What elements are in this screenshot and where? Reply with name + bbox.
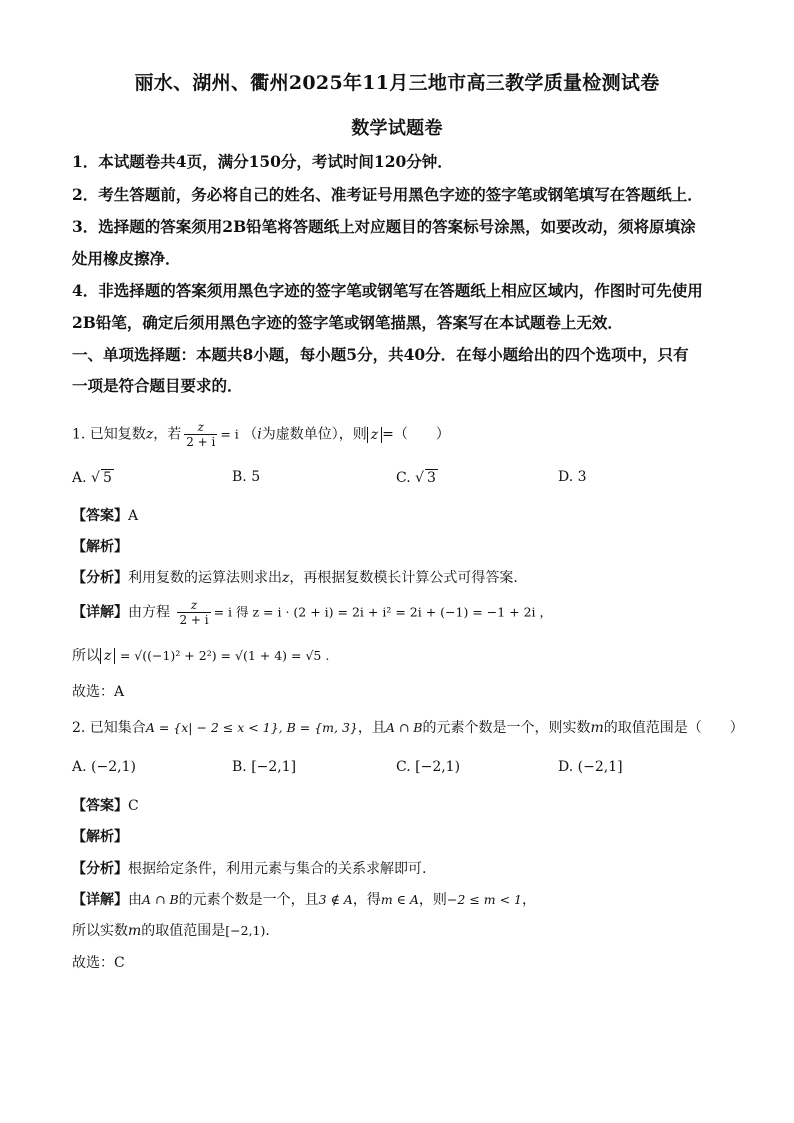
instruction-2: 2．考生答题前，务必将自己的姓名、准考证号用黑色字迹的签字笔或钢笔填写在答题纸上． <box>72 185 703 204</box>
q2-option-b: B. [−2,1] <box>232 759 297 775</box>
q2-answer: 【答案】C <box>72 798 139 814</box>
q2-option-c: C. [−2,1) <box>396 759 461 775</box>
instruction-4: 4．非选择题的答案须用黑色字迹的签字笔或钢笔写在答题纸上相应区域内，作图时可先使用 <box>72 281 703 300</box>
q1-option-a: A. √ 5 <box>72 470 112 486</box>
q1-answer: 【答案】A <box>72 508 139 524</box>
q1-analysis: 【分析】利用复数的运算法则求出z，再根据复数模长计算公式可得答案. <box>72 570 518 586</box>
exam-title: 丽水、湖州、衢州2025年11月三地市高三教学质量检测试卷 <box>134 72 660 94</box>
instruction-3: 3．选择题的答案须用2B铅笔将答题纸上对应题目的答案标号涂黑，如要改动，须将原填涂 <box>72 217 696 236</box>
q1-detail-result: 所以 z = √((−1)² + 2²) = √(1 + 4) = √5 . <box>72 648 330 664</box>
section-heading: 一、单项选择题：本题共8小题，每小题5分，共40分．在每小题给出的四个选项中，只有 <box>72 345 689 364</box>
q2-option-d: D. (−2,1] <box>558 759 623 775</box>
q1-choose: 故选：A <box>72 684 125 700</box>
q1-detail: 【详解】由方程 $\frac{z}{2 + i}$ = i 得 z = i · (2 + i) = 2i + i² = 2i + (−1) = −1 + 2i ， <box>72 598 553 627</box>
question-1: 1. 已知复数z，若 $\frac{z}{2 + i}$ = i （i为虚数单位），则 z =（ ） <box>72 420 450 449</box>
q1-option-d: D. 3 <box>558 469 587 485</box>
exam-subtitle: 数学试题卷 <box>351 118 443 139</box>
section-heading-cont: 一项是符合题目要求的． <box>72 376 243 395</box>
q1-fraction: $\frac{z}{2 + i}$ <box>186 420 216 449</box>
q2-option-a: A. (−2,1) <box>72 759 136 775</box>
q1-analysis-tag: 【解析】 <box>72 539 128 555</box>
q1-option-b: B. 5 <box>232 469 261 485</box>
instruction-4-cont: 2B铅笔，确定后须用黑色字迹的签字笔或钢笔描黑，答案写在本试题卷上无效． <box>72 313 623 332</box>
q2-analysis-tag: 【解析】 <box>72 829 128 845</box>
q2-choose: 故选：C <box>72 955 125 971</box>
question-2: 2. 已知集合A = {x| − 2 ≤ x < 1}, B = {m, 3}，且A ∩ B的元素个数是一个，则实数m的取值范围是（ ） <box>72 720 744 736</box>
q1-option-c: C. √ 3 <box>396 470 436 486</box>
q1-detail-fraction: $\frac{z}{2 + i}$ <box>179 598 209 627</box>
q2-detail: 【详解】由A ∩ B的元素个数是一个，且3 ∉ A，得m ∈ A，则−2 ≤ m < 1， <box>72 892 536 908</box>
instruction-1: 1．本试题卷共4页，满分150分，考试时间120分钟． <box>72 152 453 171</box>
q2-analysis: 【分析】根据给定条件，利用元素与集合的关系求解即可. <box>72 861 427 877</box>
q2-detail-result: 所以实数m的取值范围是[−2,1). <box>72 923 270 939</box>
instruction-3-cont: 处用橡皮擦净． <box>72 249 181 268</box>
